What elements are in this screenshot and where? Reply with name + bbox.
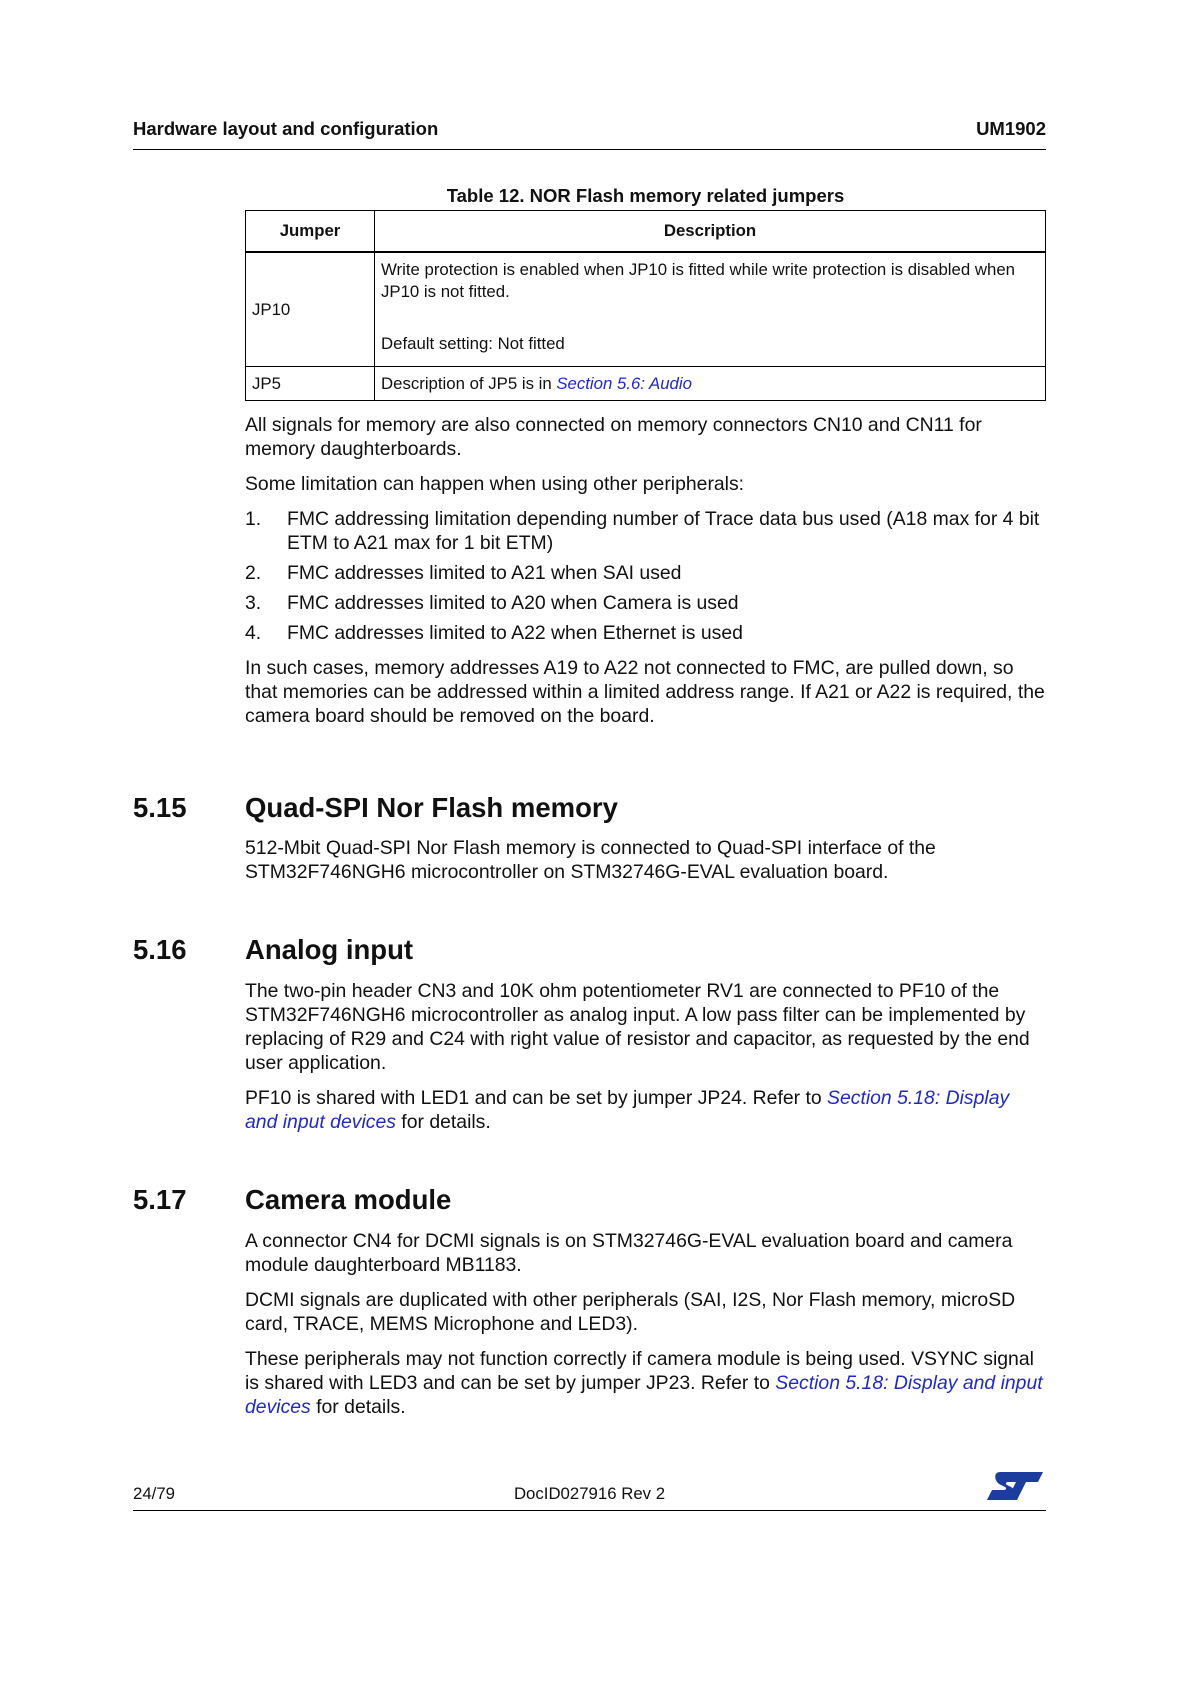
section-5-18-link[interactable]: Section 5.18: Display and input devices bbox=[245, 1087, 1010, 1133]
page-number: 24/79 bbox=[133, 1484, 175, 1503]
list-number: 4. bbox=[245, 622, 262, 644]
section-title: Quad-SPI Nor Flash memory bbox=[245, 792, 618, 823]
paragraph bbox=[245, 1086, 1045, 1134]
column-header-description: Description bbox=[375, 211, 1046, 253]
list-item bbox=[245, 507, 1045, 555]
paragraph bbox=[245, 1347, 1045, 1419]
list-item bbox=[245, 561, 1045, 585]
paragraph: In such cases, memory addresses A19 to A22 not connected to FMC, are pulled down, so that memories can be addressed within a limited address range. If A21 or A22 is required, the camera board should be removed on the board. bbox=[245, 657, 1045, 727]
section-number: 5.17 bbox=[133, 1184, 187, 1215]
section-5-18-link[interactable]: Section 5.18: Display and input devices bbox=[245, 1372, 1043, 1418]
section-heading-5-15 bbox=[133, 792, 618, 824]
table-row bbox=[246, 367, 1046, 401]
list-item bbox=[245, 591, 1045, 615]
paragraph: All signals for memory are also connected on memory connectors CN10 and CN11 for memory daughterboards. bbox=[245, 414, 982, 460]
jumper-cell: JP10 bbox=[246, 252, 375, 367]
running-header-title: Hardware layout and configuration bbox=[133, 118, 439, 139]
list-text: FMC addresses limited to A20 when Camera is used bbox=[287, 592, 739, 614]
table-row bbox=[246, 252, 1046, 367]
paragraph: 512-Mbit Quad-SPI Nor Flash memory is connected to Quad-SPI interface of the STM32F746NGH6 microcontroller on STM32746G-EVAL evaluation board. bbox=[245, 837, 936, 883]
description-text: Write protection is enabled when JP10 is fitted while write protection is disabled when JP10 is not fitted. bbox=[381, 260, 1015, 301]
paragraph-text: for details. bbox=[395, 1111, 491, 1133]
section-5-15-body bbox=[245, 836, 1045, 895]
description-cell bbox=[375, 252, 1046, 367]
running-header-doc-code: UM1902 bbox=[976, 118, 1046, 139]
list-number: 2. bbox=[245, 562, 262, 584]
paragraph-text: These peripherals may not function correctly if camera module is being used. VSYNC signal is shared with LED3 and can be set by jumper JP23. Refer to bbox=[245, 1348, 1034, 1394]
section-number: 5.16 bbox=[133, 934, 187, 965]
st-logo-icon bbox=[986, 1469, 1044, 1503]
section-5-16-body bbox=[245, 979, 1045, 1145]
list-text: FMC addressing limitation depending number of Trace data bus used (A18 max for 4 bit ETM to A21 max for 1 bit ETM) bbox=[287, 508, 1040, 554]
list-text: FMC addresses limited to A21 when SAI used bbox=[287, 562, 682, 584]
paragraph-text: for details. bbox=[310, 1396, 406, 1418]
paragraph: Some limitation can happen when using other peripherals: bbox=[245, 473, 745, 495]
paragraph-text: PF10 is shared with LED1 and can be set by jumper JP24. Refer to bbox=[245, 1087, 828, 1109]
column-header-jumper: Jumper bbox=[246, 211, 375, 253]
limitation-list bbox=[245, 507, 1045, 645]
header-rule bbox=[133, 149, 1046, 150]
document-id: DocID027916 Rev 2 bbox=[513, 1484, 666, 1503]
table-caption: Table 12. NOR Flash memory related jumpers bbox=[446, 185, 845, 206]
table-header-row bbox=[246, 211, 1046, 253]
jumper-table bbox=[245, 210, 1046, 401]
section-heading-5-16 bbox=[133, 934, 413, 966]
description-text: Description of JP5 is in bbox=[381, 373, 557, 393]
footer-rule bbox=[133, 1510, 1046, 1511]
section-heading-5-17 bbox=[133, 1184, 451, 1216]
section-title: Analog input bbox=[245, 934, 414, 965]
jumper-cell: JP5 bbox=[246, 367, 375, 401]
section-5-6-link[interactable]: Section 5.6: Audio bbox=[556, 373, 692, 393]
section-5-17-body bbox=[245, 1229, 1045, 1430]
section-number: 5.15 bbox=[133, 792, 187, 823]
paragraph: DCMI signals are duplicated with other peripherals (SAI, I2S, Nor Flash memory, microSD card, TRACE, MEMS Microphone and LED3). bbox=[245, 1289, 1016, 1335]
list-number: 1. bbox=[245, 508, 262, 530]
section-title: Camera module bbox=[245, 1184, 452, 1215]
default-setting-text: Default setting: Not fitted bbox=[381, 334, 565, 353]
memory-intro-block bbox=[245, 413, 1045, 739]
paragraph: A connector CN4 for DCMI signals is on STM32746G-EVAL evaluation board and camera module daughterboard MB1183. bbox=[245, 1230, 1013, 1276]
paragraph: The two-pin header CN3 and 10K ohm potentiometer RV1 are connected to PF10 of the STM32F746NGH6 microcontroller as analog input. A low pass filter can be implemented by replacing of R29 and C24 with right value of resistor and capacitor, as requested by the end user application. bbox=[245, 980, 1030, 1074]
list-text: FMC addresses limited to A22 when Ethernet is used bbox=[287, 622, 743, 644]
list-number: 3. bbox=[245, 592, 262, 614]
list-item bbox=[245, 621, 1045, 645]
description-cell bbox=[375, 367, 1046, 401]
